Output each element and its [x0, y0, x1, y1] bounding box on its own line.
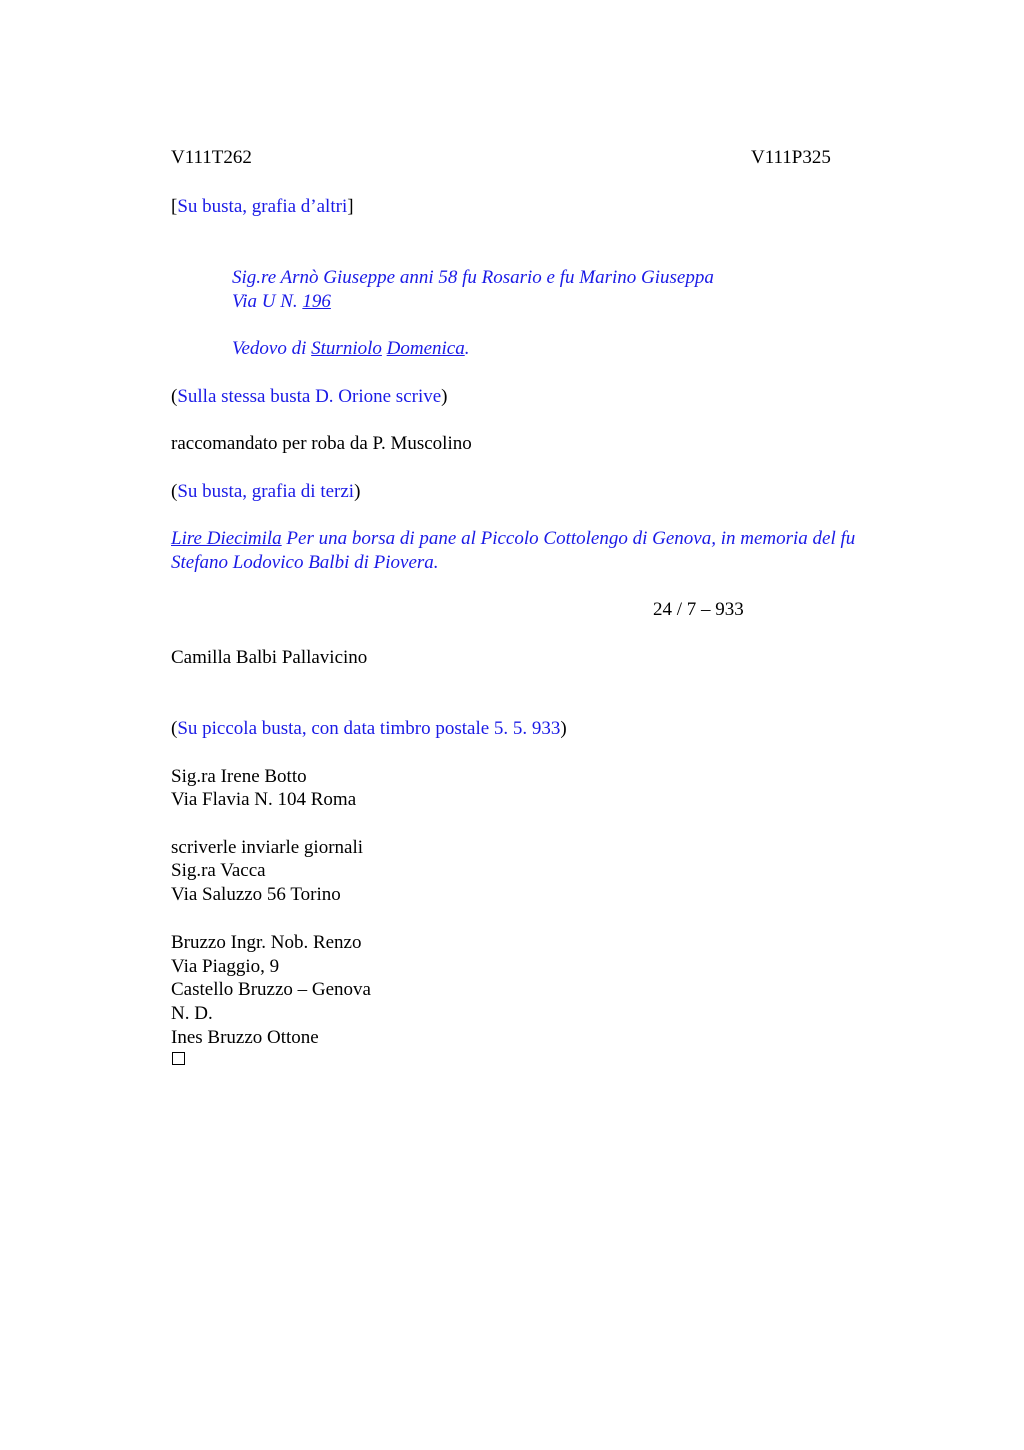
- envelope-widow-line: [232, 337, 469, 361]
- address-a-line-2: Via Flavia N. 104 Roma: [171, 789, 357, 810]
- editorial-note-2: (Sulla stessa busta D. Orione scrive): [171, 386, 448, 407]
- editorial-note-3-text: Su busta, grafia di terzi: [177, 481, 355, 502]
- envelope-address-street: Via U N.: [232, 291, 303, 312]
- empty-square-icon: [172, 1052, 185, 1065]
- donation-text-1: Per una borsa di pane al Piccolo Cottolengo di Genova, in memoria del fu: [281, 528, 856, 549]
- editorial-note-2-text: Sulla stessa busta D. Orione scrive: [177, 386, 442, 407]
- header-right-code: V111P325: [751, 147, 831, 168]
- donation-line-1: [171, 527, 855, 551]
- address-b-line-2: Sig.ra Vacca: [171, 860, 266, 881]
- address-a-line-1: Sig.ra Irene Botto: [171, 766, 307, 787]
- widow-surname: Sturniolo: [311, 338, 382, 359]
- orione-text: raccomandato per roba da P. Muscolino: [171, 433, 472, 454]
- editorial-note-1: [Su busta, grafia d’altri]: [171, 196, 354, 217]
- widow-suffix: .: [464, 338, 470, 359]
- donation-amount: Lire Diecimila: [171, 528, 282, 549]
- address-b-line-3: Via Saluzzo 56 Torino: [171, 884, 341, 905]
- editorial-note-3: (Su busta, grafia di terzi): [171, 481, 361, 502]
- widow-prefix: Vedovo di: [232, 338, 312, 359]
- editorial-note-4: (Su piccola busta, con data timbro postale 5. 5. 933): [171, 718, 567, 739]
- address-c-line-5: Ines Bruzzo Ottone: [171, 1027, 319, 1048]
- envelope-address-number: 196: [302, 291, 331, 312]
- envelope-address-line-1: Sig.re Arnò Giuseppe anni 58 fu Rosario e fu Marino Giuseppa: [232, 267, 714, 288]
- address-c-line-4: N. D.: [171, 1003, 213, 1024]
- address-c-line-3: Castello Bruzzo – Genova: [171, 979, 371, 1000]
- widow-name: Domenica: [386, 338, 465, 359]
- donation-date: 24 / 7 – 933: [653, 599, 744, 620]
- editorial-note-4-text: Su piccola busta, con data timbro postale 5. 5. 933: [177, 718, 561, 739]
- address-c-line-2: Via Piaggio, 9: [171, 956, 280, 977]
- envelope-address-line-2: [232, 290, 331, 314]
- donation-signature: Camilla Balbi Pallavicino: [171, 647, 368, 668]
- editorial-note-1-text: Su busta, grafia d’altri: [177, 196, 348, 217]
- address-b-line-1: scriverle inviarle giornali: [171, 837, 364, 858]
- address-c-line-1: Bruzzo Ingr. Nob. Renzo: [171, 932, 362, 953]
- donation-line-2: Stefano Lodovico Balbi di Piovera.: [171, 552, 439, 573]
- header-left-code: V111T262: [171, 147, 252, 168]
